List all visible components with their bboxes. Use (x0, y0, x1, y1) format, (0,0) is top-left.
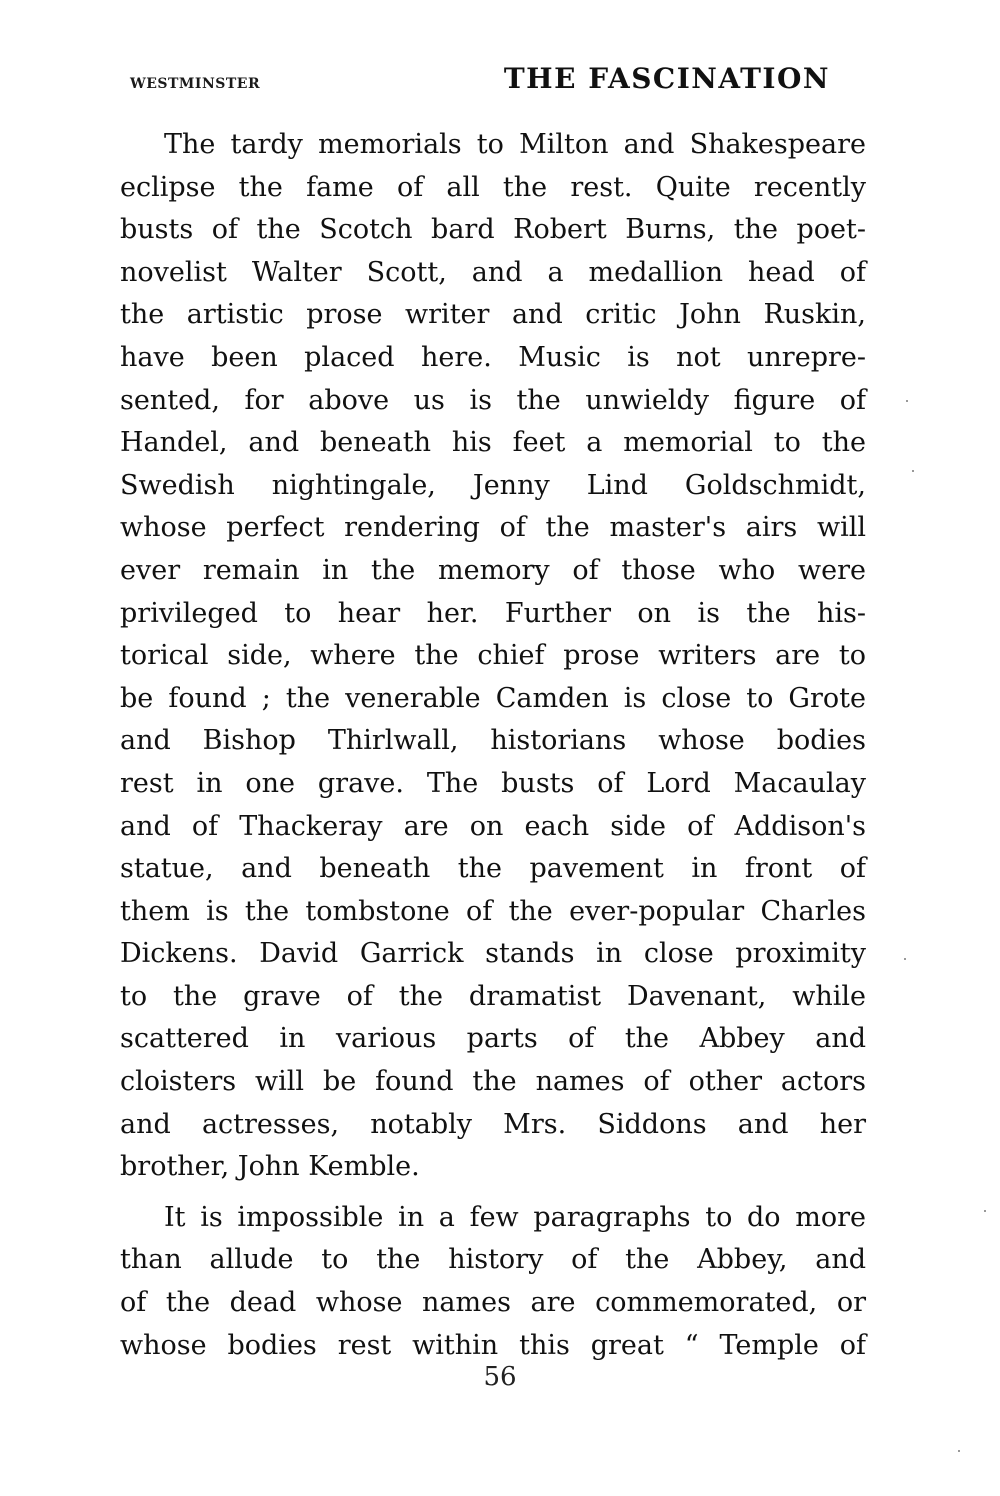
text-line: It is impossible in a few paragraphs to do more (164, 1201, 866, 1233)
text-line: The tardy memorials to Milton and Shakespeare (164, 129, 866, 160)
page-number: 56 (483, 1362, 517, 1392)
text-line: and actresses, notably Mrs. Siddons and her (120, 1108, 866, 1140)
running-head (124, 62, 830, 102)
text-line: whose perfect rendering of the master's airs will (120, 512, 866, 544)
body-text (120, 124, 866, 1375)
text-line: to the grave of the dramatist Davenant, while (120, 980, 866, 1012)
text-line: the artistic prose writer and critic John Ruskin, (120, 299, 866, 331)
scan-speck (904, 958, 906, 960)
text-line: scattered in various parts of the Abbey and (120, 1023, 866, 1055)
text-line: busts of the Scotch bard Robert Burns, the poet- (120, 214, 866, 246)
text-line: privileged to hear her. Further on is the his- (120, 597, 866, 629)
text-line: have been placed here. Music is not unrepre- (120, 341, 866, 373)
text-line: ever remain in the memory of those who were (120, 554, 866, 586)
scan-speck (958, 1450, 960, 1452)
scan-speck (984, 1210, 986, 1212)
text-line: rest in one grave. The busts of Lord Macaulay (120, 767, 866, 799)
running-head-title: THE FASCINATION (503, 62, 830, 95)
text-line: them is the tombstone of the ever-popular Charles (120, 895, 866, 927)
text-line: torical side, where the chief prose writers are to (120, 640, 866, 672)
text-line: of the dead whose names are commemorated, or (120, 1287, 866, 1319)
text-line: sented, for above us is the unwieldy figure of (120, 384, 866, 416)
text-line: than allude to the history of the Abbey, and (120, 1244, 866, 1276)
text-line: cloisters will be found the names of other actors (120, 1066, 866, 1098)
paragraph-1 (120, 124, 866, 1189)
text-line: Swedish nightingale, Jenny Lind Goldschmidt, (120, 469, 866, 501)
text-line: eclipse the fame of all the rest. Quite recently (120, 171, 866, 203)
running-head-left: WESTMINSTER (130, 76, 261, 92)
text-line: Handel, and beneath his feet a memorial to the (120, 427, 866, 459)
text-line: be found ; the venerable Camden is close to Grote (120, 682, 866, 714)
text-line: brother, John Kemble. (120, 1151, 420, 1183)
text-line: Dickens. David Garrick stands in close proximity (120, 938, 866, 970)
paragraph-2 (120, 1197, 866, 1367)
scan-speck (906, 400, 908, 402)
text-line: and Bishop Thirlwall, historians whose bodies (120, 725, 866, 757)
text-line: novelist Walter Scott, and a medallion head of (120, 256, 866, 288)
text-line: and of Thackeray are on each side of Addison's (120, 810, 866, 842)
text-line: statue, and beneath the pavement in front of (120, 853, 866, 885)
text-line: whose bodies rest within this great “ Temple of (120, 1329, 866, 1361)
scan-speck (912, 470, 914, 472)
